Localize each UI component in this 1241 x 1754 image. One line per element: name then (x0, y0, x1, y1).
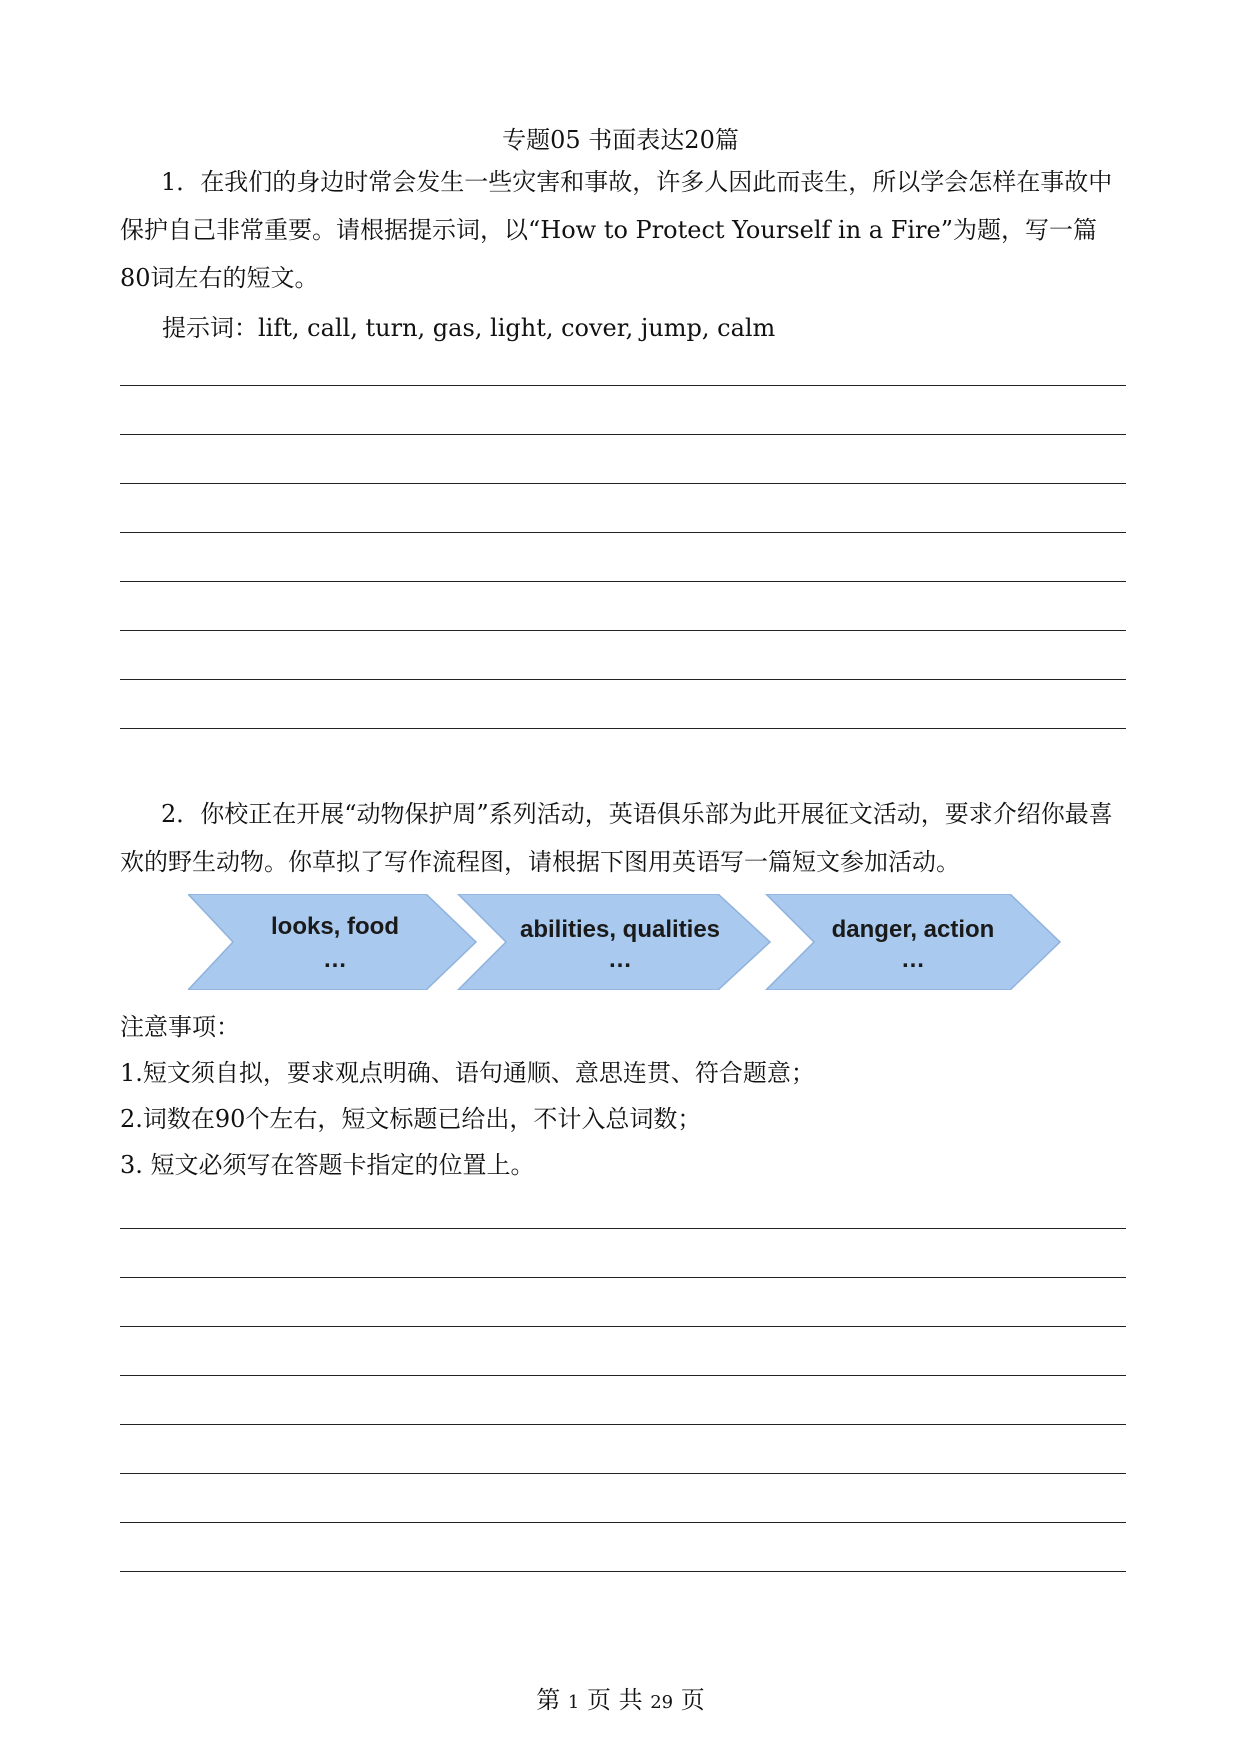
page-footer (0, 1680, 1241, 1715)
answer-lines-2[interactable] (120, 1180, 1126, 1572)
answer-line[interactable] (120, 582, 1126, 631)
notes-title: 注意事项： (120, 1013, 240, 1041)
answer-line[interactable] (120, 1376, 1126, 1425)
question-2-text: 2．你校正在开展“动物保护周”系列活动，英语俱乐部为此开展征文活动，要求介绍你最喜欢的野生动物。你草拟了写作流程图，请根据下图用英语写一篇短文参加活动。 (120, 800, 1113, 876)
answer-line[interactable] (120, 484, 1126, 533)
footer-prefix: 第 (536, 1686, 561, 1714)
document-title: 专题05 书面表达20篇 (502, 126, 739, 154)
answer-line[interactable] (120, 1229, 1126, 1278)
note-item: 1.短文须自拟，要求观点明确、语句通顺、意思连贯、符合题意； (120, 1059, 815, 1087)
question-1-hint: 提示词：lift, call, turn, gas, light, cover, jump, calm (162, 314, 776, 342)
notes-section (120, 1004, 815, 1188)
chevron-shape (188, 894, 476, 990)
answer-line[interactable] (120, 337, 1126, 386)
answer-line[interactable] (120, 435, 1126, 484)
answer-line[interactable] (120, 1523, 1126, 1572)
question-1-text: 1．在我们的身边时常会发生一些灾害和事故，许多人因此而丧生，所以学会怎样在事故中保护自己非常重要。请根据提示词，以“How to Protect Yourself in a Fire”为题，写一篇80词左右的短文。 (120, 168, 1113, 292)
answer-line[interactable] (120, 533, 1126, 582)
answer-line[interactable] (120, 631, 1126, 680)
answer-line[interactable] (120, 386, 1126, 435)
footer-middle: 页 共 (586, 1686, 643, 1714)
footer-suffix: 页 (680, 1686, 705, 1714)
flow-step-2-label: abilities, qualities (519, 916, 721, 943)
page-number: 1 (567, 1692, 580, 1713)
flow-step-1-label: looks, food (271, 913, 399, 940)
answer-line[interactable] (120, 1425, 1126, 1474)
answer-line[interactable] (120, 680, 1126, 729)
note-item: 3. 短文必须写在答题卡指定的位置上。 (120, 1151, 535, 1179)
answer-line[interactable] (120, 1474, 1126, 1523)
answer-line[interactable] (120, 1180, 1126, 1229)
answer-lines-1[interactable] (120, 337, 1126, 729)
flow-step-1-more: … (323, 946, 347, 973)
flow-step-3 (766, 894, 1060, 990)
flow-step-2 (458, 894, 770, 990)
total-pages: 29 (650, 1692, 674, 1713)
writing-flowchart (188, 894, 1068, 990)
answer-line[interactable] (120, 1278, 1126, 1327)
flow-step-3-more: … (901, 946, 925, 973)
flow-step-2-more: … (608, 946, 632, 973)
flow-step-3-label: danger, action (831, 916, 995, 943)
note-item: 2.词数在90个左右，短文标题已给出，不计入总词数； (120, 1105, 702, 1133)
flow-step-1 (188, 894, 476, 990)
answer-line[interactable] (120, 1327, 1126, 1376)
